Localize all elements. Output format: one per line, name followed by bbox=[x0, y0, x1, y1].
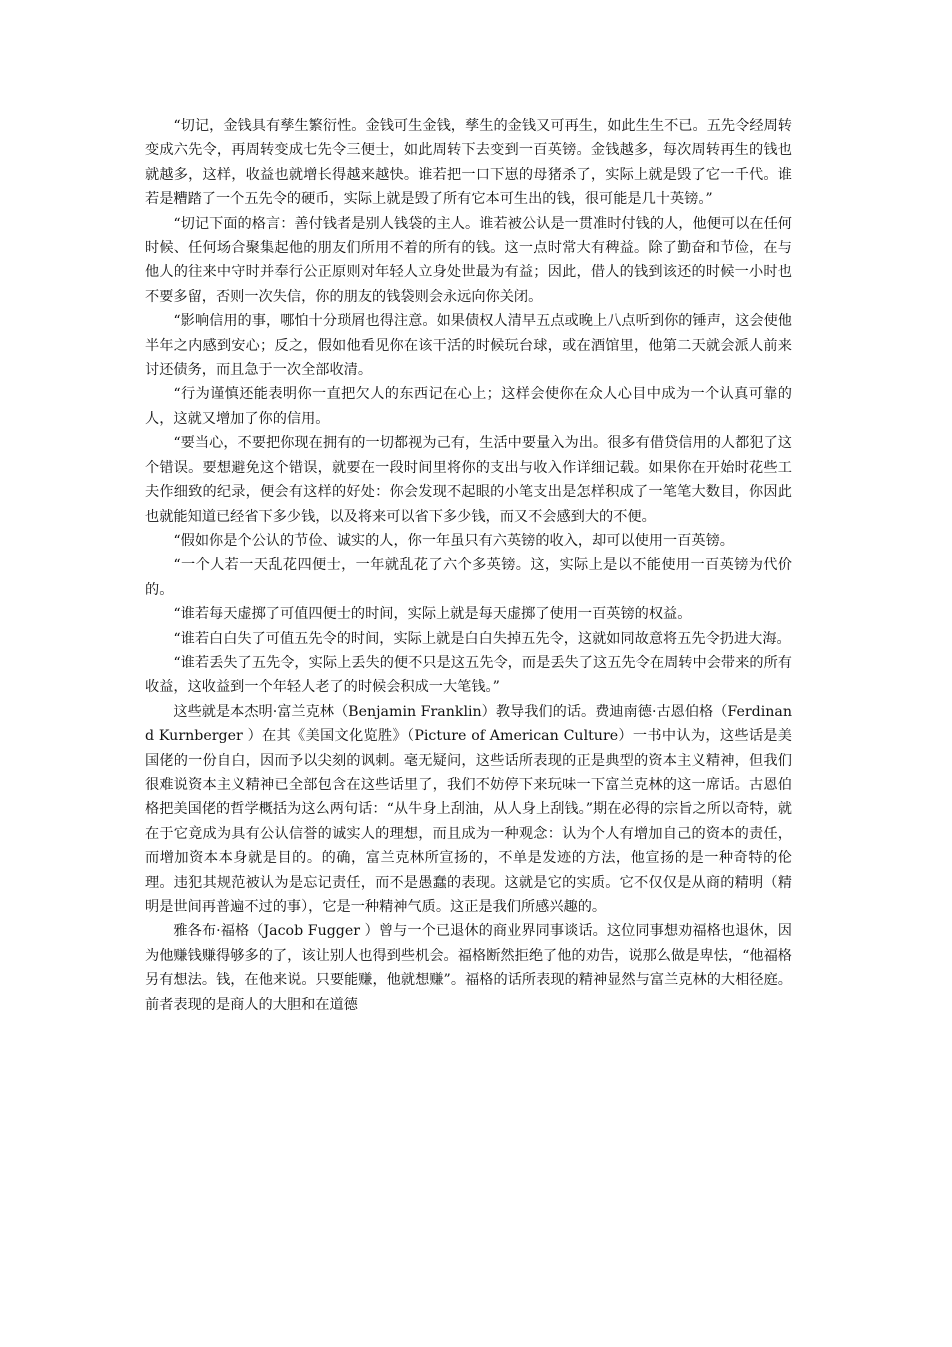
paragraph: 雅各布·福格（Jacob Fugger ）曾与一个已退休的商业界同事谈话。这位同事想劝福格也退休，因为他赚钱赚得够多的了，该让别人也得到些机会。福格断然拒绝了他的劝告，说那么做是卑怯，“他福格另有想法。钱，在他来说。只要能赚，他就想赚”。福格的话所表现的精神显然与富兰克林的大相径庭。前者表现的是商人的大胆和在道德 bbox=[145, 923, 792, 1013]
paragraph: “影响信用的事，哪怕十分琐屑也得注意。如果债权人清早五点或晚上八点听到你的锤声，这会使他半年之内感到安心；反之，假如他看见你在该干活的时候玩台球，或在酒馆里，他第二天就会派人前来讨还债务，而且急于一次全部收清。 bbox=[145, 313, 792, 379]
paragraph: 这些就是本杰明·富兰克林（Benjamin Franklin）教导我们的话。费迪南德·古恩伯格（Ferdinand Kurnberger ）在其《美国文化览胜》（Picture of American Culture）一书中认为，这些话是美国佬的一份自白，因而予以尖刻的讽刺。毫无疑问，这些话所表现的正是典型的资本主义精神，但我们很难说资本主义精神已全部包含在这些话里了，我们不妨停下来玩味一下富兰克林的这一席话。古恩伯格把美国佬的哲学概括为这么两句话：“从牛身上刮油，从人身上刮钱。”期在必得的宗旨之所以奇特，就在于它竟成为具有公认信誉的诚实人的理想，而且成为一种观念：认为个人有增加自己的资本的责任，而增加资本本身就是目的。的确，富兰克林所宣扬的，不单是发迹的方法，他宣扬的是一种奇特的伦理。违犯其规范被认为是忘记责任，而不是愚蠢的表现。这就是它的实质。它不仅仅是从商的精明（精明是世间再普遍不过的事），它是一种精神气质。这正是我们所感兴趣的。 bbox=[145, 703, 792, 915]
paragraph: “要当心，不要把你现在拥有的一切都视为己有，生活中要量入为出。很多有借贷信用的人都犯了这个错误。要想避免这个错误，就要在一段时间里将你的支出与收入作详细记载。如果你在开始时花些工夫作细致的纪录，便会有这样的好处：你会发现不起眼的小笔支出是怎样积成了一笔笔大数目，你因此也就能知道已经省下多少钱，以及将来可以省下多少钱，而又不会感到大的不便。 bbox=[145, 435, 792, 525]
paragraph: “切记，金钱具有孳生繁衍性。金钱可生金钱，孳生的金钱又可再生，如此生生不已。五先令经周转变成六先令，再周转变成七先令三便士，如此周转下去变到一百英镑。金钱越多，每次周转再生的钱也就越多，这样，收益也就增长得越来越快。谁若把一口下崽的母猪杀了，实际上就是毁了它一千代。谁若是糟踏了一个五先令的硬币，实际上就是毁了所有它本可生出的钱，很可能是几十英镑。” bbox=[145, 118, 792, 208]
paragraph: “谁若每天虚掷了可值四便士的时间，实际上就是每天虚掷了使用一百英镑的权益。 bbox=[173, 606, 692, 623]
paragraph: “切记下面的格言：善付钱者是别人钱袋的主人。谁若被公认是一贯准时付钱的人，他便可以在任何时候、任何场合聚集起他的朋友们所用不着的所有的钱。这一点时常大有稗益。除了勤奋和节俭，在与他人的往来中守时并奉行公正原则对年轻人立身处世最为有益；因此，借人的钱到该还的时候一小时也不要多留，否则一次失信，你的朋友的钱袋则会永远向你关闭。 bbox=[145, 215, 792, 305]
paragraph: “一个人若一天乱花四便士，一年就乱花了六个多英镑。这，实际上是以不能使用一百英镑为代价的。 bbox=[145, 557, 792, 598]
paragraph: “假如你是个公认的节俭、诚实的人，你一年虽只有六英镑的收入，却可以使用一百英镑。 bbox=[173, 532, 734, 549]
paragraph: “谁若丢失了五先令，实际上丢失的便不只是这五先令，而是丢失了这五先令在周转中会带来的所有收益，这收益到一个年轻人老了的时候会积成一大笔钱。” bbox=[145, 654, 792, 696]
paragraph: “谁若白白失了可值五先令的时间，实际上就是白白失掉五先令，这就如同故意将五先令扔进大海。 bbox=[173, 630, 791, 647]
document-body bbox=[145, 114, 792, 1017]
paragraph: “行为谨慎还能表明你一直把欠人的东西记在心上；这样会使你在众人心目中成为一个认真可靠的人，这就又增加了你的信用。 bbox=[145, 386, 792, 427]
